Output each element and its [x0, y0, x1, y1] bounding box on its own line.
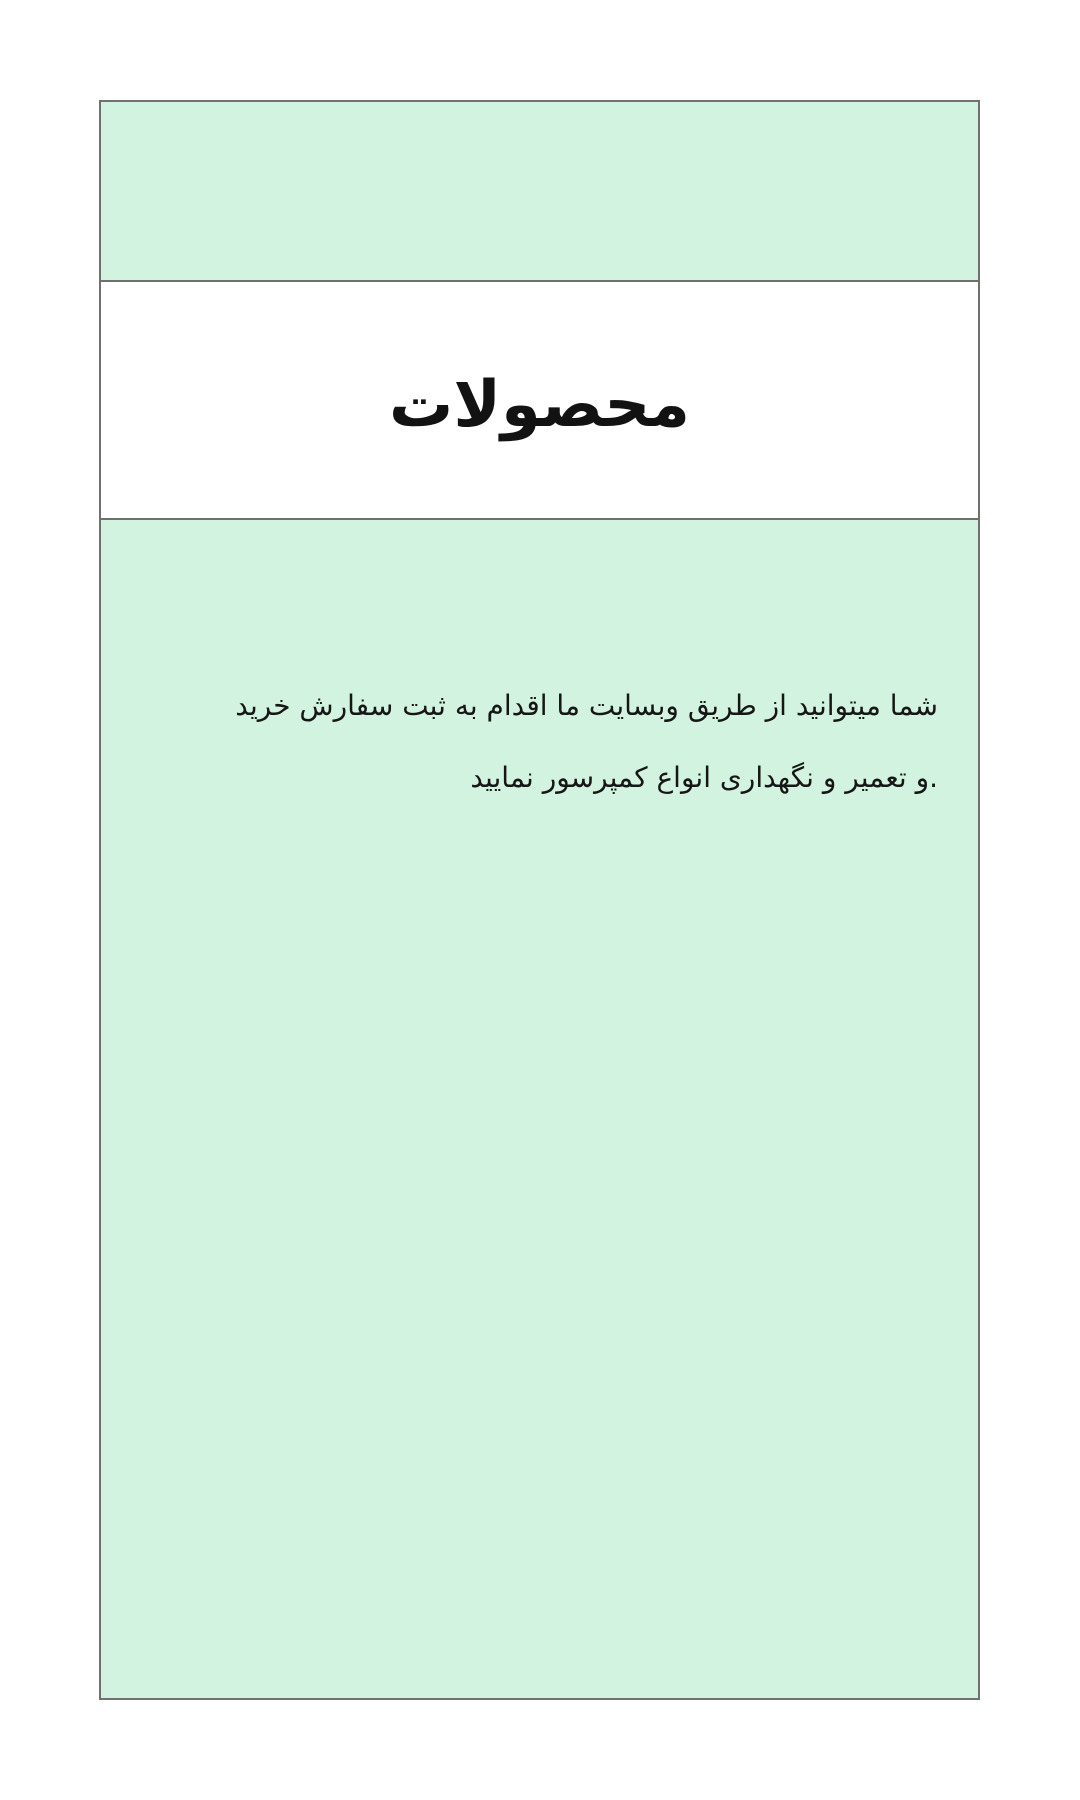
content-panel: [99, 100, 980, 1700]
title-section: [101, 280, 978, 518]
top-green-banner: [101, 102, 978, 280]
page-title: محصولات: [389, 368, 690, 442]
paragraph-line-2: و تعمیر و نگهداری انواع کمپرسور نمایید.: [470, 761, 938, 794]
body-section: [101, 518, 978, 1698]
paragraph-line-1: شما میتوانید از طریق وبسایت ما اقدام به ثبت سفارش خرید: [235, 689, 938, 722]
